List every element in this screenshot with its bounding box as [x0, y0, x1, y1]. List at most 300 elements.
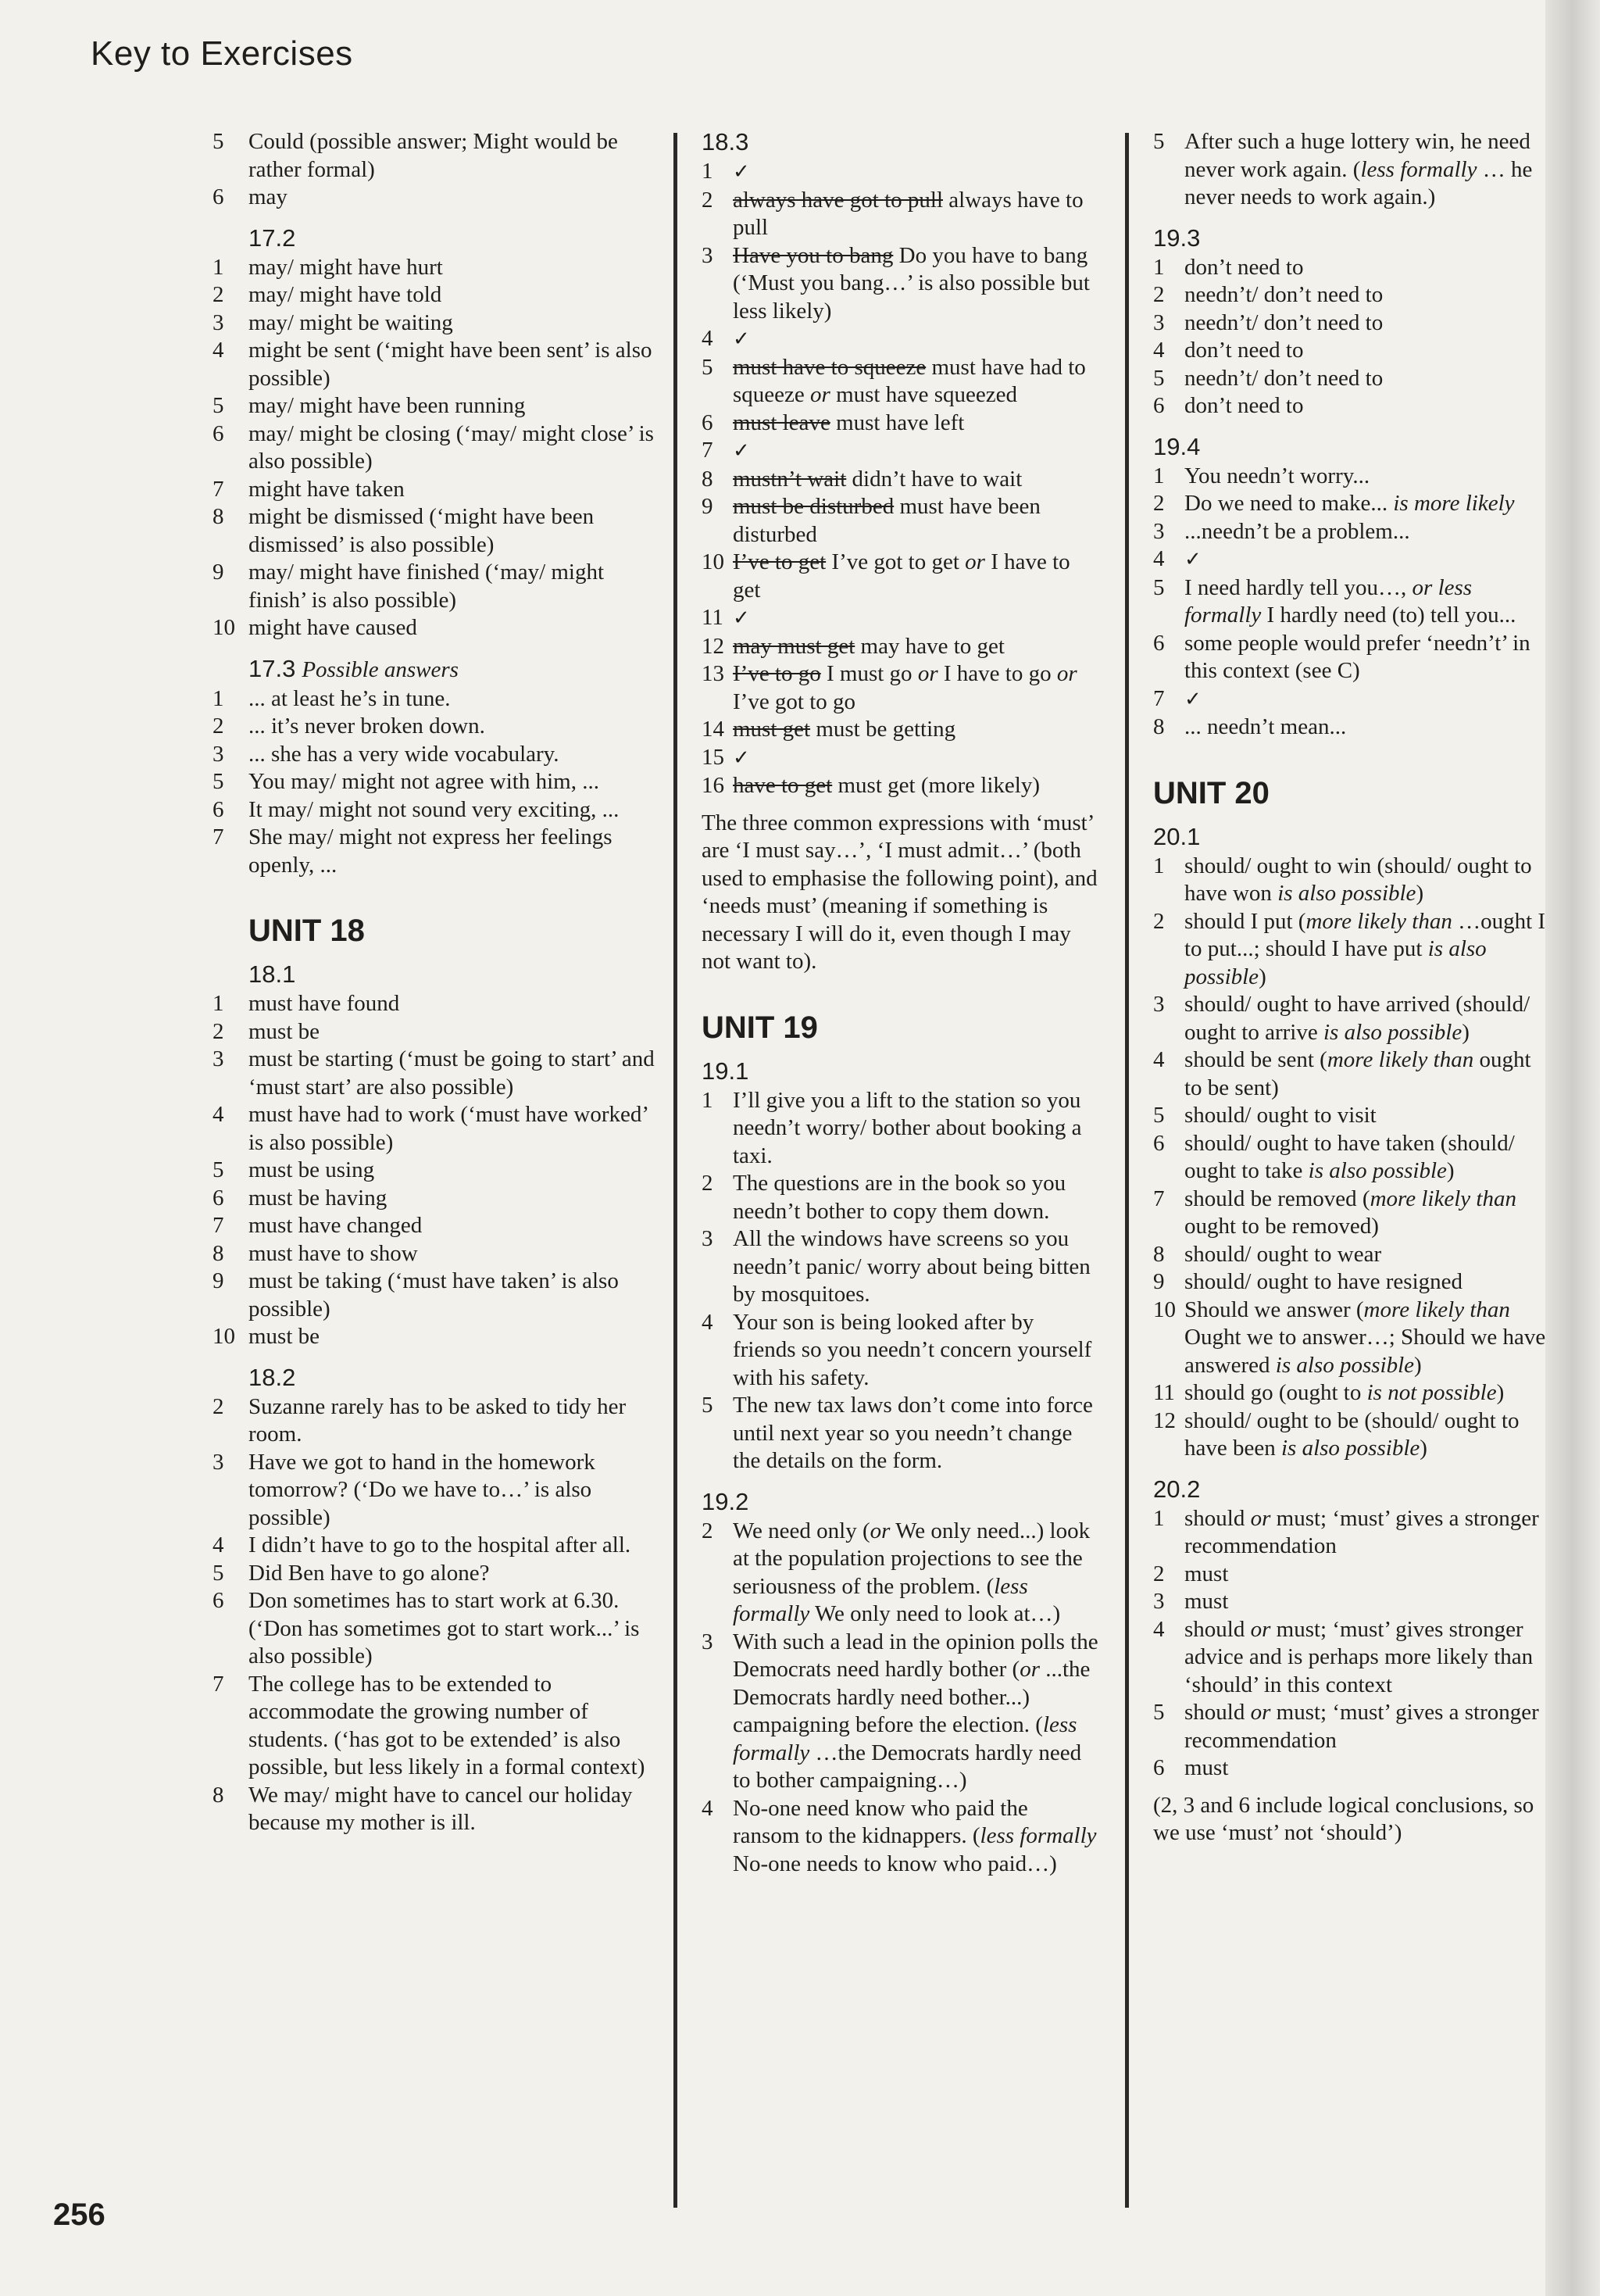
answer-item: [212, 1782, 655, 1837]
italic-text: is also possible: [1275, 1352, 1415, 1378]
answer-content: [1184, 392, 1547, 420]
answer-item: [212, 1212, 655, 1240]
struck-text: always have got to pull: [733, 187, 944, 213]
answer-content: [1184, 254, 1547, 282]
answer-number: 1: [1153, 1505, 1165, 1531]
answer-content: [248, 1157, 655, 1185]
answer-item: [1153, 309, 1547, 338]
answer-text: must: [1184, 1589, 1229, 1614]
checkmark-icon: ✓: [733, 160, 750, 184]
answer-text: should/ ought to have resigned: [1184, 1269, 1463, 1294]
answer-text: may/ might be waiting: [248, 309, 453, 335]
struck-text: must be disturbed: [733, 494, 895, 519]
answer-number: 1: [212, 685, 224, 711]
answer-text: must be getting: [810, 717, 956, 742]
answer-content: [248, 1323, 655, 1351]
answer-text: needn’t/ don’t need to: [1184, 282, 1384, 307]
answer-list: [212, 685, 655, 880]
answer-text: should/ ought to have taken (should/ ought to take: [1184, 1130, 1515, 1183]
answer-text: It may/ might not sound very exciting, ...: [248, 796, 620, 822]
answer-content: [1184, 1186, 1547, 1241]
exercise-heading: [248, 224, 655, 252]
answer-text: I need hardly tell you…,: [1184, 574, 1412, 600]
answer-item: [702, 1392, 1100, 1475]
answer-list: [212, 990, 655, 1351]
answer-item: [702, 633, 1100, 661]
answer-text: Don sometimes has to start work at 6.30. (‘Don has sometimes got to start work...’ is also possible): [248, 1588, 640, 1668]
answer-content: [248, 1782, 655, 1837]
answer-content: [248, 1212, 655, 1240]
answer-text: must have been disturbed: [733, 494, 1041, 547]
answer-text: ought to be removed): [1184, 1214, 1379, 1239]
answer-content: [248, 1393, 655, 1449]
answer-number: 5: [702, 1393, 713, 1418]
italic-text: is also possible: [1323, 1019, 1462, 1045]
answer-text: must: [1184, 1561, 1229, 1586]
answer-text: No-one needs to know who paid…): [733, 1851, 1057, 1876]
answer-item: [702, 187, 1100, 242]
answer-text: ... needn’t mean...: [1184, 714, 1347, 739]
italic-text: is not possible: [1366, 1380, 1497, 1405]
answer-content: [733, 242, 1100, 326]
answer-text: I’ve got to get: [826, 549, 966, 574]
answer-content: [733, 549, 1100, 604]
answer-text: should: [1184, 1505, 1251, 1531]
answer-item: [702, 354, 1100, 409]
answer-content: [733, 660, 1100, 716]
answer-content: [733, 493, 1100, 549]
answer-item: [702, 660, 1100, 716]
answer-item: [212, 1046, 655, 1101]
answer-item: [1153, 365, 1547, 393]
answer-item: [212, 1560, 655, 1588]
italic-text: is also possible: [1308, 1158, 1447, 1183]
answer-text: I have to go: [938, 661, 1057, 686]
exercise-heading: [702, 128, 1100, 156]
answer-text: may/ might be closing (‘may/ might close’ is also possible): [248, 420, 654, 474]
answer-text: We only need to look at…): [809, 1601, 1061, 1626]
answer-item: [702, 1087, 1100, 1171]
italic-text: more likely than: [1305, 908, 1452, 934]
answer-number: 1: [1153, 463, 1165, 488]
answer-item: [702, 604, 1100, 633]
answer-text: must be taking (‘must have taken’ is also possible): [248, 1268, 619, 1321]
answer-number: 9: [212, 560, 224, 585]
answer-number: 4: [212, 338, 224, 363]
answer-text: ...the Democrats hardly need bother...) campaigning before the election. (: [733, 1657, 1091, 1737]
answer-item: [1153, 128, 1547, 212]
answer-text: must be starting (‘must be going to start’ and ‘must start’ are also possible): [248, 1046, 655, 1100]
answer-number: 3: [1153, 1589, 1165, 1614]
answer-item: [702, 466, 1100, 494]
answer-item: [702, 716, 1100, 744]
answer-item: [702, 1225, 1100, 1309]
answer-content: [1184, 1407, 1547, 1463]
answer-item: [212, 503, 655, 559]
answer-content: [1184, 1505, 1547, 1561]
answer-content: [1184, 309, 1547, 338]
checkmark-icon: ✓: [733, 746, 750, 770]
answer-number: 6: [212, 1588, 224, 1613]
column-1: [212, 128, 655, 1837]
answer-number: 1: [702, 159, 713, 184]
struck-text: I’ve to get: [733, 549, 827, 574]
answer-content: [248, 559, 655, 614]
answer-number: 2: [1153, 908, 1165, 934]
answer-content: [1184, 713, 1547, 742]
answer-content: [733, 187, 1100, 242]
answer-number: 14: [702, 717, 724, 742]
answer-text: You may/ might not agree with him, ...: [248, 769, 599, 794]
answer-content: [1184, 128, 1547, 212]
answer-item: [1153, 337, 1547, 365]
answer-item: [212, 768, 655, 796]
answer-item: [702, 325, 1100, 354]
answer-text: No-one need know who paid the ransom to the kidnappers. (: [733, 1795, 1028, 1848]
answer-content: [248, 741, 655, 769]
exercise-number: 17.2: [248, 224, 296, 252]
answer-text: may/ might have told: [248, 282, 442, 307]
answer-text: might have caused: [248, 615, 417, 640]
answer-number: 7: [212, 1213, 224, 1238]
answer-content: [248, 1671, 655, 1782]
answer-content: [248, 337, 655, 392]
answer-content: [248, 1587, 655, 1671]
answer-number: 16: [702, 773, 724, 798]
answer-list: [702, 1087, 1100, 1475]
answer-content: [733, 604, 1100, 633]
answer-text: ...needn’t be a problem...: [1184, 518, 1410, 544]
answer-number: 11: [702, 605, 723, 630]
answer-content: [1184, 281, 1547, 309]
answer-content: [248, 614, 655, 642]
answer-item: [212, 1018, 655, 1046]
struck-text: have to get: [733, 773, 833, 798]
answer-content: [1184, 1130, 1547, 1186]
answer-number: 6: [212, 796, 224, 822]
answer-item: [212, 420, 655, 476]
answer-content: [733, 1518, 1100, 1629]
answer-number: 3: [212, 741, 224, 767]
answer-number: 4: [1153, 1616, 1165, 1642]
answer-number: 10: [212, 615, 235, 640]
answer-item: [212, 990, 655, 1018]
answer-content: [733, 744, 1100, 773]
answer-number: 6: [212, 420, 224, 446]
struck-text: must get: [733, 717, 811, 742]
answer-text: must get (more likely): [832, 773, 1041, 798]
answer-content: [733, 1309, 1100, 1393]
answer-content: [733, 1392, 1100, 1475]
answer-item: [212, 1671, 655, 1782]
answer-item: [212, 741, 655, 769]
answer-list: [212, 128, 655, 212]
answer-number: 7: [212, 824, 224, 849]
answer-number: 10: [212, 1324, 235, 1349]
answer-number: 8: [212, 1240, 224, 1266]
column-3: [1153, 128, 1547, 1847]
answer-text: (2, 3 and 6 include logical conclusions, so we use ‘must’ not ‘should’): [1153, 1792, 1534, 1845]
answer-content: [1184, 1102, 1547, 1130]
explanatory-note: [702, 810, 1100, 976]
exercise-number: 19.2: [702, 1487, 749, 1515]
answer-text: must have squeezed: [830, 382, 1017, 407]
column-2: [702, 128, 1100, 1878]
answer-number: 6: [212, 1185, 224, 1211]
answer-content: [1184, 490, 1547, 518]
answer-text: must be having: [248, 1185, 388, 1211]
answer-item: [1153, 908, 1547, 992]
answer-content: [248, 768, 655, 796]
answer-item: [702, 158, 1100, 187]
answer-content: [1184, 1241, 1547, 1269]
answer-content: [733, 1629, 1100, 1795]
exercise-heading: [1153, 1475, 1547, 1504]
answer-text: Suzanne rarely has to be asked to tidy her room.: [248, 1393, 627, 1447]
answer-text: must; ‘must’ gives stronger advice and is perhaps more likely than ‘should’ in this context: [1184, 1616, 1534, 1697]
answer-item: [1153, 1268, 1547, 1296]
answer-content: [248, 824, 655, 879]
answer-item: [1153, 545, 1547, 574]
answer-item: [1153, 281, 1547, 309]
answer-text: may: [248, 184, 288, 209]
checkmark-icon: ✓: [1184, 687, 1202, 711]
answer-number: 5: [212, 769, 224, 794]
struck-text: Have you to bang: [733, 242, 894, 268]
answer-number: 2: [1153, 282, 1165, 307]
answer-content: [1184, 574, 1547, 630]
answer-number: 6: [1153, 630, 1165, 656]
page-number: 256: [53, 2198, 105, 2232]
answer-number: 3: [1153, 992, 1165, 1017]
answer-content: [1184, 1588, 1547, 1616]
answer-item: [1153, 254, 1547, 282]
answer-number: 4: [1153, 546, 1165, 571]
answer-item: [1153, 463, 1547, 491]
answer-content: [733, 716, 1100, 744]
answer-item: [1153, 490, 1547, 518]
answer-text: We only need...) look at the population projections to see the seriousness of the problem. (: [733, 1518, 1091, 1599]
answer-item: [212, 1532, 655, 1560]
answer-item: [212, 184, 655, 212]
answer-content: [1184, 908, 1547, 992]
answer-content: [248, 713, 655, 741]
answer-text: should/ ought to have arrived (should/ ought to arrive: [1184, 992, 1530, 1045]
answer-number: 4: [702, 326, 713, 351]
exercise-subtitle: Possible answers: [302, 656, 459, 682]
answer-text: must be: [248, 1018, 320, 1044]
answer-content: [733, 1087, 1100, 1171]
italic-text: or: [1020, 1657, 1040, 1682]
answer-number: 5: [1153, 365, 1165, 391]
answer-text: may/ might have hurt: [248, 254, 443, 280]
answer-number: 5: [702, 354, 713, 380]
answer-item: [1153, 1588, 1547, 1616]
exercise-number: 18.3: [702, 128, 749, 156]
answer-text: always have to pull: [733, 187, 1084, 240]
answer-text: I hardly need (to) tell you...: [1261, 603, 1516, 628]
answer-text: must have to show: [248, 1240, 418, 1266]
answer-number: 8: [212, 1782, 224, 1808]
answer-number: 9: [702, 494, 713, 519]
answer-number: 9: [212, 1268, 224, 1293]
answer-text: With such a lead in the opinion polls the Democrats need hardly bother (: [733, 1629, 1098, 1682]
answer-text: ): [1259, 964, 1266, 989]
answer-number: 2: [1153, 491, 1165, 516]
answer-text: ): [1462, 1019, 1470, 1045]
answer-text: All the windows have screens so you needn’t panic/ worry about being bitten by mosquitoes.: [733, 1226, 1091, 1307]
answer-item: [212, 559, 655, 614]
answer-number: 5: [1153, 574, 1165, 600]
answer-text: The new tax laws don’t come into force until next year so you needn’t change the details on the form.: [733, 1393, 1093, 1473]
answer-content: [733, 325, 1100, 354]
answer-number: 7: [1153, 685, 1165, 711]
answer-item: [212, 1393, 655, 1449]
answer-item: [1153, 685, 1547, 714]
answer-list: [702, 1518, 1100, 1879]
answer-text: may/ might have finished (‘may/ might finish’ is also possible): [248, 560, 605, 613]
answer-number: 11: [1153, 1380, 1175, 1405]
exercise-heading: [248, 655, 655, 684]
answer-content: [1184, 853, 1547, 908]
exercise-number: 20.1: [1153, 822, 1201, 850]
answer-item: [702, 493, 1100, 549]
answer-text: might be sent (‘might have been sent’ is also possible): [248, 338, 652, 391]
answer-text: ): [1416, 881, 1424, 906]
book-spine-shadow: [1545, 0, 1600, 2296]
answer-item: [702, 549, 1100, 604]
answer-number: 6: [1153, 1755, 1165, 1780]
answer-item: [212, 1323, 655, 1351]
answer-text: should I put (: [1184, 908, 1306, 934]
answer-number: 7: [212, 476, 224, 502]
answer-item: [1153, 1616, 1547, 1700]
italic-text: or: [1250, 1616, 1271, 1642]
answer-number: 5: [212, 1560, 224, 1586]
answer-number: 6: [702, 409, 713, 435]
exercise-number: 20.2: [1153, 1475, 1201, 1503]
italic-text: or: [1056, 661, 1077, 686]
answer-content: [248, 476, 655, 504]
answer-number: 2: [1153, 1561, 1165, 1586]
column-divider: [1125, 133, 1129, 2208]
italic-text: more likely than: [1327, 1047, 1474, 1072]
answer-item: [1153, 853, 1547, 908]
answer-text: ): [1420, 1436, 1427, 1461]
answer-text: ): [1414, 1352, 1422, 1378]
struck-text: must leave: [733, 409, 830, 435]
answer-text: didn’t have to wait: [846, 466, 1023, 492]
answer-number: 7: [212, 1671, 224, 1697]
struck-text: must have to squeeze: [733, 354, 927, 380]
answer-item: [1153, 1407, 1547, 1463]
italic-text: less formally: [980, 1823, 1097, 1848]
answer-content: [1184, 1296, 1547, 1380]
answer-number: 2: [212, 713, 224, 739]
answer-number: 3: [212, 1449, 224, 1475]
answer-item: [212, 281, 655, 309]
answer-number: 4: [1153, 1047, 1165, 1072]
answer-text: We need only (: [733, 1518, 870, 1543]
answer-content: [1184, 463, 1547, 491]
answer-content: [248, 420, 655, 476]
answer-item: [702, 242, 1100, 326]
answer-item: [212, 309, 655, 338]
answer-number: 3: [702, 242, 713, 268]
answer-text: After such a huge lottery win, he need never work again. (: [1184, 129, 1530, 182]
answer-content: [1184, 365, 1547, 393]
answer-content: [1184, 630, 1547, 685]
answer-item: [212, 1185, 655, 1213]
answer-text: Do we need to make...: [1184, 491, 1394, 516]
answer-text: must have had to work (‘must have worked’ is also possible): [248, 1102, 648, 1155]
answer-item: [702, 772, 1100, 800]
exercise-number: 19.3: [1153, 224, 1201, 252]
answer-content: [733, 633, 1100, 661]
answer-text: don’t need to: [1184, 254, 1304, 280]
answer-content: [248, 309, 655, 338]
exercise-heading: [702, 1488, 1100, 1516]
answer-item: [1153, 518, 1547, 546]
answer-text: … he never needs to work again.): [1184, 156, 1533, 209]
answer-content: [733, 1795, 1100, 1879]
answer-item: [1153, 1561, 1547, 1589]
answer-text: don’t need to: [1184, 393, 1304, 418]
answer-item: [212, 337, 655, 392]
answer-content: [248, 1046, 655, 1101]
exercise-heading: [1153, 823, 1547, 851]
answer-item: [212, 796, 655, 824]
answer-text: must have left: [830, 409, 965, 435]
answer-item: [1153, 991, 1547, 1046]
answer-content: [248, 392, 655, 420]
answer-number: 3: [1153, 518, 1165, 544]
checkmark-icon: ✓: [1184, 548, 1202, 571]
answer-item: [212, 1587, 655, 1671]
answer-item: [212, 713, 655, 741]
italic-text: less formally: [733, 1712, 1077, 1765]
answer-content: [733, 1225, 1100, 1309]
answer-text: needn’t/ don’t need to: [1184, 309, 1384, 335]
answer-list: [1153, 128, 1547, 212]
answer-number: 2: [212, 1018, 224, 1044]
answer-text: I have to get: [733, 549, 1070, 603]
unit-heading: UNIT 18: [248, 914, 365, 948]
answer-text: I’ll give you a lift to the station so you needn’t worry/ bother about booking a taxi.: [733, 1087, 1082, 1168]
answer-number: 15: [702, 744, 724, 770]
answer-item: [1153, 392, 1547, 420]
answer-text: Did Ben have to go alone?: [248, 1560, 490, 1586]
answer-number: 8: [702, 466, 713, 492]
italic-text: more likely than: [1370, 1186, 1516, 1211]
answer-text: Your son is being looked after by friends so you needn’t concern yourself with his safety.: [733, 1309, 1092, 1390]
italic-text: or less formally: [1184, 574, 1473, 628]
answer-list: [1153, 254, 1547, 420]
answer-content: [1184, 991, 1547, 1046]
answer-text: must; ‘must’ gives a stronger recommendation: [1184, 1505, 1539, 1558]
answer-number: 6: [1153, 1130, 1165, 1156]
answer-content: [248, 796, 655, 824]
answer-number: 1: [212, 991, 224, 1016]
answer-text: The three common expressions with ‘must’ are ‘I must say…’, ‘I must admit…’ (both used to emphasise the following point), and ‘needs must’ (meaning if something is necessary I will do it, even though I may not want to).: [702, 810, 1098, 974]
answer-number: 13: [702, 661, 724, 686]
answer-text: The questions are in the book so you needn’t bother to copy them down.: [733, 1171, 1066, 1224]
answer-text: ... she has a very wide vocabulary.: [248, 741, 559, 767]
answer-number: 10: [1153, 1296, 1176, 1322]
answer-number: 2: [702, 1171, 713, 1196]
answer-text: ): [1446, 1158, 1455, 1183]
answer-text: Ought we to answer…; Should we have answered: [1184, 1325, 1546, 1378]
